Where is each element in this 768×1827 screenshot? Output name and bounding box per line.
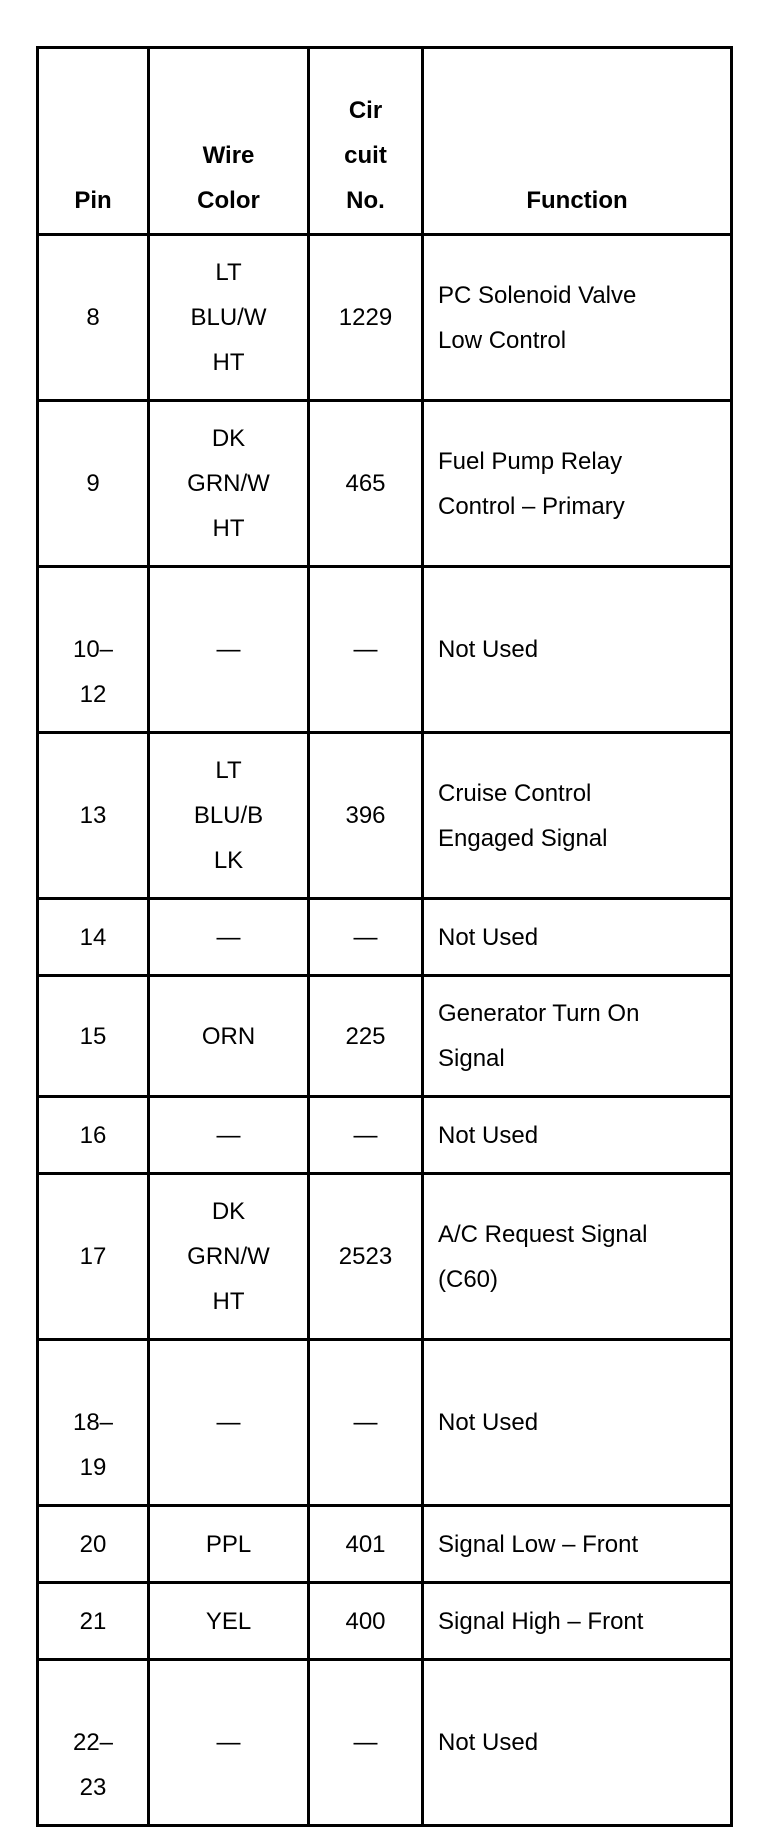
header-circuit-no: Cir cuit No. xyxy=(309,48,423,235)
table-row xyxy=(38,401,732,567)
function-cell: Fuel Pump Relay Control – Primary xyxy=(423,401,732,567)
header-pin: Pin xyxy=(38,48,149,235)
wire-color-cell: PPL xyxy=(149,1506,309,1583)
circuit-no-cell: 396 xyxy=(309,733,423,899)
pin-cell: 15 xyxy=(38,976,149,1097)
circuit-no-cell: — xyxy=(309,1340,423,1506)
connector-pinout-table-container xyxy=(36,46,730,1827)
wire-color-cell: LT BLU/B LK xyxy=(149,733,309,899)
function-cell: Not Used xyxy=(423,567,732,733)
pin-cell: 17 xyxy=(38,1174,149,1340)
header-wire-color: Wire Color xyxy=(149,48,309,235)
pin-cell: 8 xyxy=(38,235,149,401)
function-cell: Signal High – Front xyxy=(423,1583,732,1660)
circuit-no-cell: 465 xyxy=(309,401,423,567)
wire-color-cell: — xyxy=(149,899,309,976)
pin-cell: 18– 19 xyxy=(38,1340,149,1506)
circuit-no-cell: — xyxy=(309,899,423,976)
pin-cell: 14 xyxy=(38,899,149,976)
table-row xyxy=(38,1097,732,1174)
table-row xyxy=(38,899,732,976)
pin-cell: 22– 23 xyxy=(38,1660,149,1826)
circuit-no-cell: 401 xyxy=(309,1506,423,1583)
table-row xyxy=(38,567,732,733)
function-cell: Signal Low – Front xyxy=(423,1506,732,1583)
wire-color-cell: — xyxy=(149,567,309,733)
connector-pinout-table xyxy=(36,46,733,1827)
function-cell: Not Used xyxy=(423,1097,732,1174)
table-row xyxy=(38,1583,732,1660)
circuit-no-cell: 400 xyxy=(309,1583,423,1660)
pin-cell: 13 xyxy=(38,733,149,899)
table-row xyxy=(38,235,732,401)
wire-color-cell: — xyxy=(149,1097,309,1174)
function-cell: PC Solenoid Valve Low Control xyxy=(423,235,732,401)
table-row xyxy=(38,1340,732,1506)
wire-color-cell: ORN xyxy=(149,976,309,1097)
wire-color-cell: — xyxy=(149,1340,309,1506)
table-header-row xyxy=(38,48,732,235)
circuit-no-cell: — xyxy=(309,1660,423,1826)
wire-color-cell: YEL xyxy=(149,1583,309,1660)
pin-cell: 9 xyxy=(38,401,149,567)
circuit-no-cell: 225 xyxy=(309,976,423,1097)
table-row xyxy=(38,976,732,1097)
table-row xyxy=(38,733,732,899)
wire-color-cell: DK GRN/W HT xyxy=(149,401,309,567)
function-cell: Not Used xyxy=(423,1660,732,1826)
circuit-no-cell: 1229 xyxy=(309,235,423,401)
table-row xyxy=(38,1174,732,1340)
pin-cell: 16 xyxy=(38,1097,149,1174)
circuit-no-cell: — xyxy=(309,567,423,733)
pin-cell: 10– 12 xyxy=(38,567,149,733)
wire-color-cell: LT BLU/W HT xyxy=(149,235,309,401)
function-cell: A/C Request Signal (C60) xyxy=(423,1174,732,1340)
function-cell: Not Used xyxy=(423,899,732,976)
pin-cell: 21 xyxy=(38,1583,149,1660)
pin-cell: 20 xyxy=(38,1506,149,1583)
header-function: Function xyxy=(423,48,732,235)
wire-color-cell: — xyxy=(149,1660,309,1826)
wire-color-cell: DK GRN/W HT xyxy=(149,1174,309,1340)
function-cell: Not Used xyxy=(423,1340,732,1506)
circuit-no-cell: 2523 xyxy=(309,1174,423,1340)
function-cell: Generator Turn On Signal xyxy=(423,976,732,1097)
table-row xyxy=(38,1506,732,1583)
function-cell: Cruise Control Engaged Signal xyxy=(423,733,732,899)
table-row xyxy=(38,1660,732,1826)
circuit-no-cell: — xyxy=(309,1097,423,1174)
